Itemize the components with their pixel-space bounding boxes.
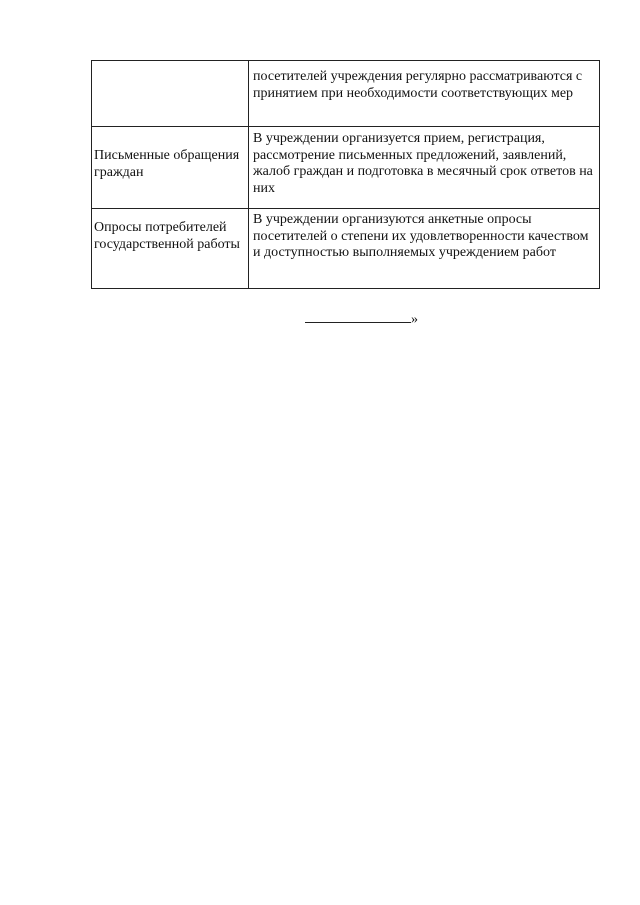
table-cell-right (249, 209, 600, 289)
row-label: Письменные обращения граждан (94, 148, 240, 180)
table-row (92, 61, 600, 127)
services-table (91, 60, 600, 289)
row-description: В учреждении организуются анкетные опросы посетителей о степени их удовлетворенности качеством и доступностью выполняемых учреждением работ (253, 212, 589, 260)
table-row (92, 127, 600, 209)
closing-quote: » (411, 312, 418, 327)
row-description: посетителей учреждения регулярно рассматриваются с принятием при необходимости соответствующих мер (253, 69, 583, 101)
closing-mark (305, 309, 418, 328)
table-cell-left (92, 127, 249, 209)
table-cell-right (249, 61, 600, 127)
table-row (92, 209, 600, 289)
table-cell-left (92, 61, 249, 127)
row-description: В учреждении организуется прием, регистрация, рассмотрение письменных предложений, заявлений, жалоб граждан и подготовка в месячный срок ответов на них (253, 131, 593, 196)
row-label: Опросы потребителей государственной работы (94, 220, 240, 252)
table-cell-right (249, 127, 600, 209)
table-cell-left (92, 209, 249, 289)
signature-underline (305, 309, 411, 323)
